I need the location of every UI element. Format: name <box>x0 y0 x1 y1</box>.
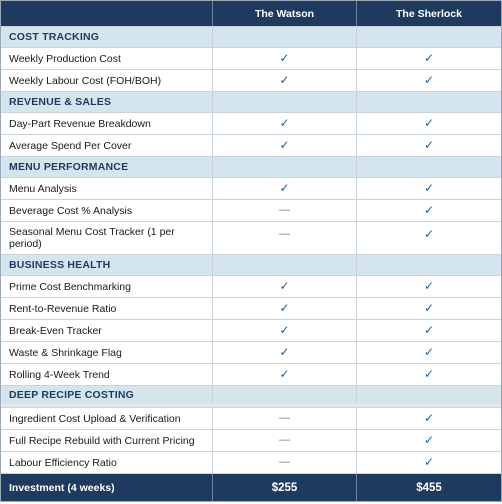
feature-label: Menu Analysis <box>1 178 213 199</box>
section-revenue-sales <box>1 91 501 112</box>
check-icon: ✓ <box>423 138 435 152</box>
check-icon: ✓ <box>279 323 290 337</box>
check-icon: ✓ <box>279 181 290 195</box>
feature-label: Day-Part Revenue Breakdown <box>1 113 213 134</box>
check-icon: ✓ <box>279 51 290 65</box>
header-plan-watson: The Watson <box>213 1 357 26</box>
table-row <box>1 407 501 429</box>
check-icon: ✓ <box>279 367 290 381</box>
price-watson: $255 <box>213 474 357 501</box>
section-menu-performance <box>1 156 501 177</box>
table-header <box>1 1 501 26</box>
section-cost-tracking <box>1 26 501 47</box>
section-title: REVENUE & SALES <box>1 92 213 112</box>
dash-icon: — <box>279 434 290 446</box>
table-row <box>1 221 501 254</box>
check-icon: ✓ <box>423 367 435 381</box>
check-icon: ✓ <box>423 51 435 65</box>
check-icon: ✓ <box>423 279 435 293</box>
section-business-health <box>1 254 501 275</box>
table-row <box>1 199 501 221</box>
check-icon: ✓ <box>423 301 435 315</box>
investment-row <box>1 473 501 501</box>
table-row <box>1 429 501 451</box>
check-icon: ✓ <box>423 73 435 87</box>
check-icon: ✓ <box>279 73 290 87</box>
feature-label: Weekly Labour Cost (FOH/BOH) <box>1 70 213 91</box>
header-feature-cell <box>1 1 213 26</box>
table-row <box>1 363 501 385</box>
check-icon: ✓ <box>279 116 290 130</box>
feature-label: Rolling 4-Week Trend <box>1 364 213 385</box>
table-row <box>1 319 501 341</box>
section-deep-recipe-costing <box>1 385 501 407</box>
table-row <box>1 451 501 473</box>
dash-icon: — <box>279 456 290 468</box>
price-sherlock: $455 <box>416 481 442 494</box>
check-icon: ✓ <box>423 227 435 241</box>
check-icon: ✓ <box>423 181 435 195</box>
header-plan-sherlock: The Sherlock <box>396 7 462 20</box>
feature-label: Prime Cost Benchmarking <box>1 276 213 297</box>
feature-label: Weekly Production Cost <box>1 48 213 69</box>
table-row <box>1 177 501 199</box>
check-icon: ✓ <box>423 203 435 217</box>
check-icon: ✓ <box>423 455 435 469</box>
feature-label: Rent-to-Revenue Ratio <box>1 298 213 319</box>
table-row <box>1 134 501 156</box>
check-icon: ✓ <box>423 411 435 425</box>
check-icon: ✓ <box>423 433 435 447</box>
dash-icon: — <box>279 204 290 216</box>
feature-label: Labour Efficiency Ratio <box>1 452 213 473</box>
dash-icon: — <box>279 412 290 424</box>
dash-icon: — <box>279 228 290 240</box>
table-row <box>1 341 501 363</box>
table-row <box>1 275 501 297</box>
section-title: DEEP RECIPE COSTING <box>1 386 213 404</box>
section-title: MENU PERFORMANCE <box>1 157 213 177</box>
check-icon: ✓ <box>279 301 290 315</box>
check-icon: ✓ <box>279 345 290 359</box>
investment-label: Investment (4 weeks) <box>1 474 213 501</box>
check-icon: ✓ <box>279 279 290 293</box>
section-title: BUSINESS HEALTH <box>1 255 213 275</box>
feature-label: Seasonal Menu Cost Tracker (1 per period) <box>1 222 213 254</box>
feature-label: Full Recipe Rebuild with Current Pricing <box>1 430 213 451</box>
table-row <box>1 69 501 91</box>
check-icon: ✓ <box>423 345 435 359</box>
check-icon: ✓ <box>423 323 435 337</box>
check-icon: ✓ <box>279 138 290 152</box>
table-row <box>1 47 501 69</box>
feature-label: Break-Even Tracker <box>1 320 213 341</box>
table-row <box>1 297 501 319</box>
check-icon: ✓ <box>423 116 435 130</box>
feature-label: Ingredient Cost Upload & Verification <box>1 408 213 429</box>
feature-label: Beverage Cost % Analysis <box>1 200 213 221</box>
feature-label: Average Spend Per Cover <box>1 135 213 156</box>
table-row <box>1 112 501 134</box>
section-title: COST TRACKING <box>1 27 213 47</box>
feature-label: Waste & Shrinkage Flag <box>1 342 213 363</box>
